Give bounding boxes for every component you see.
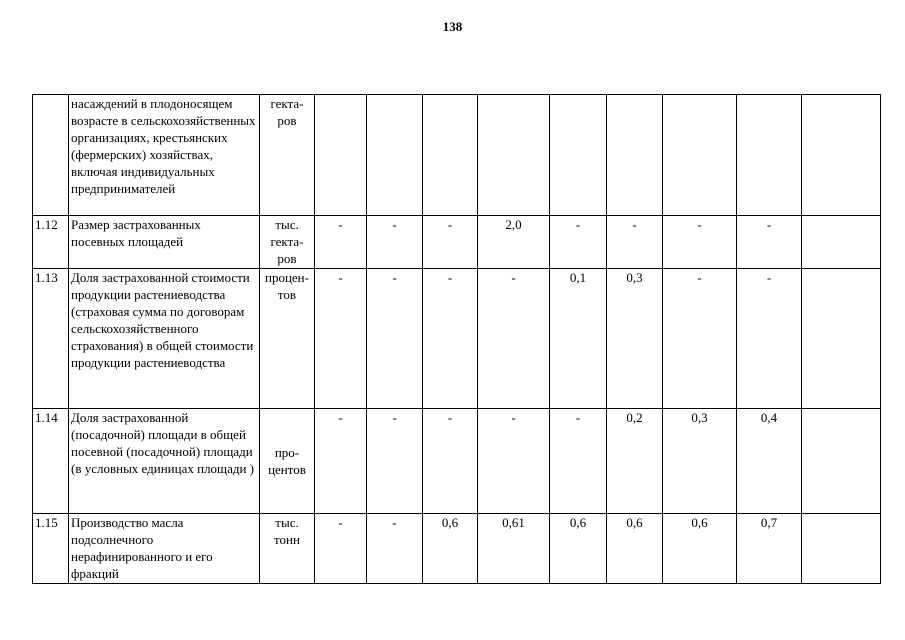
value-cell [737, 95, 802, 216]
value-cell: 0,1 [550, 269, 607, 409]
value-cell [663, 95, 737, 216]
value-cell [550, 95, 607, 216]
unit-value: процен- тов [265, 270, 309, 302]
value-cell [802, 514, 881, 584]
table-row [33, 269, 881, 409]
value-cell [478, 95, 550, 216]
unit-cell [260, 269, 315, 409]
value-cell [607, 95, 663, 216]
value-cell: - [737, 216, 802, 269]
row-number: 1.13 [33, 269, 69, 409]
value-cell: 0,61 [478, 514, 550, 584]
value-cell: 0,2 [607, 409, 663, 514]
value-cell: - [423, 216, 478, 269]
value-cell: 0,7 [737, 514, 802, 584]
value-cell [423, 95, 478, 216]
page-number: 138 [442, 19, 463, 34]
indicator-name: Доля застрахованной стоимости продукции растениеводства (страховая сумма по договорам сельскохозяйственного страхования) в общей стоимости продукции растениеводства [69, 269, 260, 409]
value-cell: 0,3 [607, 269, 663, 409]
value-cell: - [550, 409, 607, 514]
unit-value: тыс. гекта- ров [270, 217, 304, 266]
row-number: 1.12 [33, 216, 69, 269]
value-cell: - [315, 269, 367, 409]
value-cell: - [550, 216, 607, 269]
unit-value: тыс. тонн [274, 515, 300, 547]
indicator-name: Производство масла подсолнечного нерафинированного и его фракций [69, 514, 260, 584]
table-row [33, 216, 881, 269]
row-number: 1.15 [33, 514, 69, 584]
indicators-table [32, 94, 881, 584]
value-cell: - [315, 409, 367, 514]
value-cell: - [607, 216, 663, 269]
value-cell: - [315, 514, 367, 584]
unit-value: про- центов [268, 445, 306, 477]
unit-value: гекта- ров [270, 96, 304, 128]
unit-cell [260, 216, 315, 269]
value-cell [315, 95, 367, 216]
unit-cell [260, 514, 315, 584]
value-cell: - [315, 216, 367, 269]
indicator-name: Доля застрахованной (посадочной) площади в общей посевной (посадочной) площади (в условных единицах площади ) [69, 409, 260, 514]
value-cell: 0,6 [423, 514, 478, 584]
value-cell: - [478, 269, 550, 409]
value-cell: 0,4 [737, 409, 802, 514]
value-cell: - [663, 269, 737, 409]
value-cell: - [737, 269, 802, 409]
table-row [33, 95, 881, 216]
value-cell: 0,3 [663, 409, 737, 514]
value-cell: 0,6 [607, 514, 663, 584]
unit-cell [260, 409, 315, 514]
value-cell: - [367, 409, 423, 514]
value-cell: - [423, 269, 478, 409]
value-cell [802, 269, 881, 409]
table-row [33, 409, 881, 514]
indicator-name: насаждений в плодоносящем возрасте в сельскохозяйственных организациях, крестьянских (фермерских) хозяйствах, включая индивидуальных предпринимателей [69, 95, 260, 216]
value-cell: - [663, 216, 737, 269]
row-number: 1.14 [33, 409, 69, 514]
value-cell [802, 95, 881, 216]
value-cell [802, 216, 881, 269]
value-cell: - [367, 216, 423, 269]
value-cell [802, 409, 881, 514]
indicator-name: Размер застрахованных посевных площадей [69, 216, 260, 269]
value-cell: 0,6 [663, 514, 737, 584]
value-cell [367, 95, 423, 216]
table-row [33, 514, 881, 584]
value-cell: - [367, 514, 423, 584]
value-cell: - [423, 409, 478, 514]
unit-cell [260, 95, 315, 216]
value-cell: 0,6 [550, 514, 607, 584]
value-cell: 2,0 [478, 216, 550, 269]
value-cell: - [478, 409, 550, 514]
row-number [33, 95, 69, 216]
value-cell: - [367, 269, 423, 409]
